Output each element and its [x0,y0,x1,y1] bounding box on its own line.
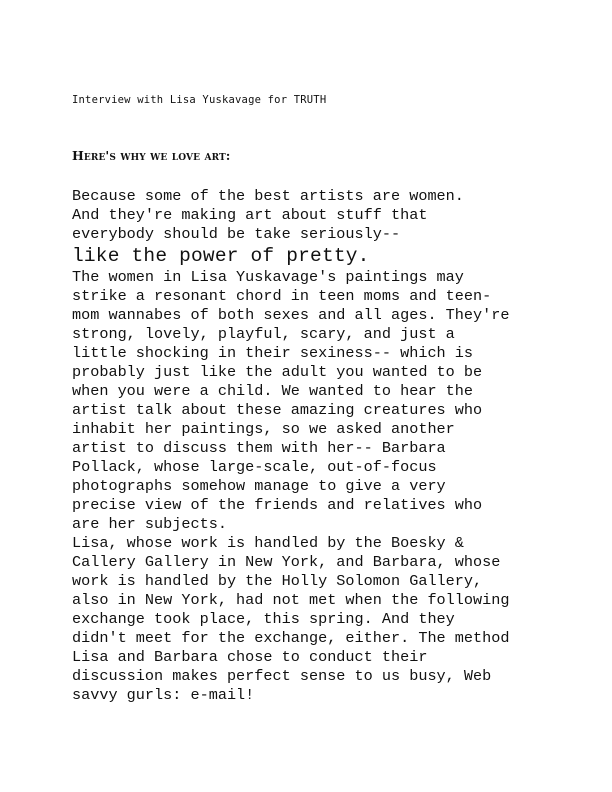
paragraph-line: savvy gurls: e-mail! [72,686,255,704]
paragraph-line: precise view of the friends and relatives who [72,496,483,514]
paragraph-line: Lisa, whose work is handled by the Boesky & [72,534,464,552]
paragraph-line: are her subjects. [72,515,227,533]
intro-line: Because some of the best artists are women. [72,187,464,205]
article-body [72,187,542,705]
paragraph-line: probably just like the adult you wanted to be [72,363,483,381]
paragraph-line: didn't meet for the exchange, either. The method [72,629,510,647]
document-title: Interview with Lisa Yuskavage for TRUTH [72,94,327,106]
paragraph-line: Pollack, whose large-scale, out-of-focus [72,458,437,476]
paragraph-line: Lisa and Barbara chose to conduct their [72,648,428,666]
paragraph-line: strong, lovely, playful, scary, and just a [72,325,455,343]
intro-line: And they're making art about stuff that [72,206,428,224]
paragraph-line: exchange took place, this spring. And they [72,610,455,628]
paragraph-line: The women in Lisa Yuskavage's paintings may [72,268,464,286]
section-heading: Here's why we love art: [72,148,231,163]
paragraph-line: photographs somehow manage to give a very [72,477,446,495]
paragraph-line: discussion makes perfect sense to us busy, Web [72,667,492,685]
paragraph-line: work is handled by the Holly Solomon Gallery, [72,572,483,590]
paragraph-line: mom wannabes of both sexes and all ages. They're [72,306,510,324]
paragraph-line: strike a resonant chord in teen moms and teen- [72,287,492,305]
paragraph-line: also in New York, had not met when the following [72,591,510,609]
paragraph-line: Callery Gallery in New York, and Barbara, whose [72,553,501,571]
paragraph-line: artist to discuss them with her-- Barbara [72,439,446,457]
paragraph-line: when you were a child. We wanted to hear the [72,382,474,400]
paragraph-line: artist talk about these amazing creatures who [72,401,483,419]
emphasis-line: like the power of pretty. [72,245,370,267]
paragraph-line: little shocking in their sexiness-- which is [72,344,474,362]
paragraph-line: inhabit her paintings, so we asked another [72,420,455,438]
intro-line: everybody should be take seriously-- [72,225,401,243]
